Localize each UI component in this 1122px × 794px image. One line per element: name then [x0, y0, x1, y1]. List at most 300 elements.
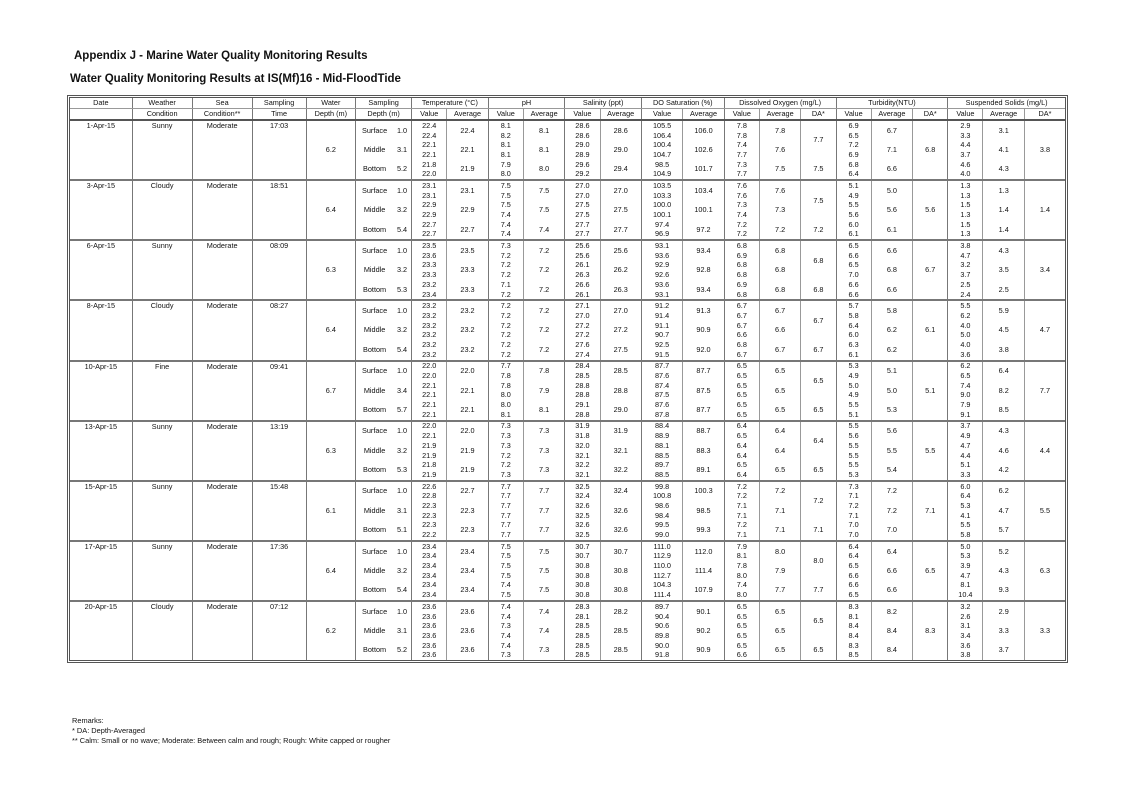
table-row: [70, 421, 1065, 432]
cell-do-value: 6.5: [724, 410, 759, 421]
cell-ss-value: 3.3: [948, 131, 983, 141]
cell-dosat-average: 97.2: [683, 220, 724, 240]
cell-weather: Cloudy: [132, 601, 192, 660]
cell-ph-average: 7.5: [523, 541, 564, 561]
cell-sea-condition: Moderate: [192, 240, 252, 300]
cell-turbidity-da: 8.3: [913, 601, 948, 660]
cell-salinity-value: 27.0: [565, 191, 600, 201]
cell-dosat-average: 90.2: [683, 621, 724, 640]
cell-do-bottom-da: 7.2: [801, 220, 836, 240]
cell-sea-condition: Moderate: [192, 541, 252, 601]
cell-do-da: 6.4: [801, 421, 836, 461]
cell-turbidity-average: 7.1: [871, 140, 912, 159]
subhead-average: Average: [759, 109, 800, 121]
cell-ph-value: 8.1: [488, 120, 523, 131]
col-turbidity: Turbidity(NTU): [836, 98, 948, 109]
cell-do-value: 6.9: [724, 280, 759, 290]
cell-salinity-value: 30.8: [565, 590, 600, 601]
cell-temp-value: 23.6: [412, 641, 447, 651]
cell-do-average: 6.5: [759, 400, 800, 420]
subhead-value: Value: [836, 109, 871, 121]
cell-temp-average: 23.2: [447, 300, 488, 320]
cell-temp-average: 23.3: [447, 280, 488, 300]
cell-ph-value: 7.5: [488, 201, 523, 211]
cell-level-depth: 5.4: [396, 224, 408, 234]
cell-do-value: 7.6: [724, 191, 759, 201]
cell-salinity-average: 30.7: [600, 541, 641, 561]
cell-turbidity-value: 5.1: [836, 180, 871, 191]
col-ph: pH: [488, 98, 565, 109]
cell-do-bottom-da: 7.5: [801, 160, 836, 180]
cell-salinity-value: 25.6: [565, 251, 600, 261]
cell-do-average: 6.7: [759, 340, 800, 360]
cell-turbidity-value: 6.5: [836, 131, 871, 141]
cell-ss-da: 4.7: [1024, 300, 1065, 360]
cell-temp-value: 21.8: [412, 160, 447, 170]
cell-level-name: Middle: [356, 621, 393, 640]
cell-turbidity-value: 6.4: [836, 321, 871, 331]
cell-level-name: Middle: [356, 201, 393, 220]
cell-ss-value: 5.8: [948, 530, 983, 541]
cell-dosat-value: 110.0: [641, 561, 682, 571]
cell-turbidity-value: 8.3: [836, 601, 871, 612]
cell-level-name: Middle: [356, 441, 393, 460]
subhead-average: Average: [683, 109, 724, 121]
cell-do-value: 6.8: [724, 340, 759, 350]
cell-turbidity-value: 8.3: [836, 641, 871, 651]
cell-turbidity-da: 5.6: [913, 180, 948, 240]
cell-turbidity-value: 5.8: [836, 311, 871, 321]
cell-do-value: 6.5: [724, 631, 759, 641]
cell-ss-value: 6.2: [948, 311, 983, 321]
cell-dosat-value: 88.1: [641, 441, 682, 451]
cell-dosat-value: 100.1: [641, 210, 682, 220]
cell-salinity-average: 26.2: [600, 261, 641, 280]
cell-temp-value: 23.6: [412, 601, 447, 612]
cell-ph-value: 8.1: [488, 140, 523, 150]
cell-turbidity-value: 7.3: [836, 481, 871, 492]
cell-level-name: Bottom: [356, 581, 393, 601]
cell-sea-condition: Moderate: [192, 300, 252, 360]
cell-turbidity-value: 5.1: [836, 410, 871, 421]
cell-dosat-value: 100.4: [641, 140, 682, 150]
subhead-sea-condition: Condition**: [192, 109, 252, 121]
cell-do-value: 7.3: [724, 201, 759, 211]
cell-ph-value: 8.0: [488, 391, 523, 401]
cell-temp-average: 22.1: [447, 140, 488, 159]
cell-level-name: Surface: [356, 481, 393, 501]
results-table-frame: [67, 95, 1068, 663]
cell-do-value: 6.5: [724, 612, 759, 622]
cell-temp-average: 21.9: [447, 441, 488, 460]
cell-turbidity-value: 7.0: [836, 521, 871, 531]
cell-temp-value: 23.3: [412, 270, 447, 280]
cell-turbidity-value: 5.3: [836, 361, 871, 372]
cell-level-depth: 3.2: [396, 445, 408, 455]
cell-temp-average: 21.9: [447, 460, 488, 480]
cell-do-average: 6.8: [759, 261, 800, 280]
cell-ph-value: 7.4: [488, 230, 523, 241]
cell-dosat-value: 92.5: [641, 340, 682, 350]
cell-salinity-value: 30.7: [565, 552, 600, 562]
cell-ss-da: 3.8: [1024, 120, 1065, 180]
cell-ph-average: 7.4: [523, 220, 564, 240]
cell-ss-value: 3.8: [948, 240, 983, 251]
cell-turbidity-average: 5.0: [871, 180, 912, 200]
cell-ss-value: 2.9: [948, 120, 983, 131]
cell-ph-average: 7.3: [523, 421, 564, 441]
cell-temp-value: 23.4: [412, 552, 447, 562]
cell-do-value: 7.8: [724, 120, 759, 131]
cell-turbidity-value: 7.0: [836, 530, 871, 541]
cell-salinity-value: 28.8: [565, 391, 600, 401]
cell-temp-value: 22.3: [412, 521, 447, 531]
subhead-value: Value: [641, 109, 682, 121]
cell-salinity-value: 27.6: [565, 340, 600, 350]
cell-dosat-value: 91.5: [641, 350, 682, 361]
cell-level-depth: 1.0: [393, 361, 412, 381]
cell-do-value: 7.9: [724, 541, 759, 552]
cell-sampling-time: 08:09: [252, 240, 306, 300]
cell-turbidity-value: 6.5: [836, 240, 871, 251]
cell-do-value: 6.4: [724, 470, 759, 481]
cell-do-value: 7.3: [724, 160, 759, 170]
cell-ph-value: 7.3: [488, 650, 523, 660]
cell-turbidity-value: 5.5: [836, 451, 871, 461]
cell-temp-value: 21.9: [412, 441, 447, 451]
cell-ph-value: 7.4: [488, 641, 523, 651]
remark-sea-condition: ** Calm: Small or no wave; Moderate: Between calm and rough; Rough: White capped or rougher: [72, 736, 391, 745]
cell-ss-average: 5.9: [983, 300, 1024, 320]
subhead-blank: [70, 109, 132, 121]
cell-turbidity-value: 8.1: [836, 612, 871, 622]
cell-do-bottom-da: 6.8: [801, 280, 836, 300]
cell-ss-value: 3.1: [948, 621, 983, 631]
cell-weather: Fine: [132, 361, 192, 421]
cell-level-depth: 1.0: [393, 240, 412, 260]
cell-sampling-time: 07:12: [252, 601, 306, 660]
cell-ss-average: 2.5: [983, 280, 1024, 300]
cell-salinity-average: 28.8: [600, 381, 641, 400]
cell-dosat-value: 104.3: [641, 581, 682, 591]
cell-do-value: 6.5: [724, 621, 759, 631]
cell-level-name: Surface: [356, 240, 393, 260]
cell-level-name: Middle: [356, 381, 393, 400]
cell-water-depth: 6.4: [306, 541, 356, 601]
cell-turbidity-value: 7.1: [836, 511, 871, 521]
cell-turbidity-value: 6.0: [836, 330, 871, 340]
cell-do-value: 6.5: [724, 400, 759, 410]
cell-dosat-value: 111.4: [641, 590, 682, 601]
cell-ph-value: 8.0: [488, 400, 523, 410]
cell-weather: Sunny: [132, 481, 192, 541]
cell-do-bottom-da: 7.1: [801, 521, 836, 541]
cell-do-value: 7.1: [724, 501, 759, 511]
cell-do-average: 7.3: [759, 201, 800, 220]
cell-do-value: 6.8: [724, 240, 759, 251]
cell-ss-value: 5.0: [948, 541, 983, 552]
cell-sea-condition: Moderate: [192, 481, 252, 541]
cell-do-da: 6.7: [801, 300, 836, 340]
cell-ph-value: 7.8: [488, 371, 523, 381]
cell-ss-average: 3.7: [983, 641, 1024, 660]
cell-ss-da: 7.7: [1024, 361, 1065, 421]
cell-turbidity-da: 5.5: [913, 421, 948, 481]
cell-do-value: 6.4: [724, 451, 759, 461]
cell-date: 8-Apr-15: [70, 300, 132, 360]
cell-ss-value: 10.4: [948, 590, 983, 601]
cell-dosat-value: 93.6: [641, 280, 682, 290]
cell-temp-value: 22.3: [412, 501, 447, 511]
cell-ss-value: 5.3: [948, 552, 983, 562]
cell-ss-value: 5.3: [948, 501, 983, 511]
cell-do-value: 7.4: [724, 140, 759, 150]
cell-salinity-value: 32.1: [565, 451, 600, 461]
cell-ph-average: 8.1: [523, 140, 564, 159]
cell-do-value: 8.1: [724, 552, 759, 562]
cell-salinity-value: 29.6: [565, 160, 600, 170]
cell-level-depth: 3.1: [396, 145, 408, 155]
cell-temp-value: 22.9: [412, 201, 447, 211]
cell-temp-average: 23.2: [447, 340, 488, 360]
cell-ss-da: 4.4: [1024, 421, 1065, 481]
cell-dosat-value: 96.9: [641, 230, 682, 241]
cell-sampling-time: 13:19: [252, 421, 306, 481]
cell-ph-average: 7.2: [523, 280, 564, 300]
cell-temp-average: 22.1: [447, 400, 488, 420]
cell-sampling-time: 18:51: [252, 180, 306, 240]
cell-dosat-average: 90.9: [683, 641, 724, 660]
cell-salinity-value: 28.6: [565, 131, 600, 141]
cell-level-depth: 5.4: [396, 585, 408, 595]
table-row: [70, 300, 1065, 311]
cell-ss-average: 4.5: [983, 321, 1024, 340]
cell-turbidity-value: 6.4: [836, 552, 871, 562]
cell-ph-value: 7.5: [488, 552, 523, 562]
cell-ph-value: 7.3: [488, 441, 523, 451]
cell-turbidity-value: 6.8: [836, 160, 871, 170]
cell-temp-value: 23.4: [412, 581, 447, 591]
cell-ph-value: 7.4: [488, 210, 523, 220]
cell-dosat-average: 93.4: [683, 240, 724, 260]
cell-do-value: 8.0: [724, 571, 759, 581]
cell-level-depth: 5.3: [396, 465, 408, 475]
cell-weather: Cloudy: [132, 300, 192, 360]
cell-sea-condition: Moderate: [192, 601, 252, 660]
cell-date: 1-Apr-15: [70, 120, 132, 180]
cell-salinity-average: 30.8: [600, 581, 641, 601]
results-table: [70, 98, 1065, 660]
cell-temp-value: 22.1: [412, 400, 447, 410]
cell-ss-value: 3.6: [948, 350, 983, 361]
cell-dosat-value: 106.4: [641, 131, 682, 141]
cell-do-value: 7.7: [724, 169, 759, 180]
cell-ss-average: 1.3: [983, 180, 1024, 200]
cell-do-value: 6.9: [724, 251, 759, 261]
cell-do-value: 6.5: [724, 641, 759, 651]
cell-turbidity-da: 6.8: [913, 120, 948, 180]
cell-weather: Cloudy: [132, 180, 192, 240]
cell-level-name: Middle: [356, 261, 393, 280]
cell-temp-value: 23.2: [412, 350, 447, 361]
cell-dosat-value: 93.1: [641, 290, 682, 301]
cell-dosat-value: 91.2: [641, 300, 682, 311]
cell-date: 10-Apr-15: [70, 361, 132, 421]
cell-ss-average: 3.1: [983, 120, 1024, 140]
cell-turbidity-value: 6.6: [836, 571, 871, 581]
subhead-average: Average: [871, 109, 912, 121]
cell-ph-average: 7.2: [523, 300, 564, 320]
cell-ph-value: 7.2: [488, 311, 523, 321]
cell-temp-value: 23.4: [412, 561, 447, 571]
cell-ph-value: 7.3: [488, 421, 523, 432]
cell-turbidity-value: 6.9: [836, 150, 871, 160]
cell-ph-value: 7.7: [488, 481, 523, 492]
cell-turbidity-value: 5.5: [836, 201, 871, 211]
cell-salinity-value: 26.3: [565, 270, 600, 280]
cell-ph-value: 7.7: [488, 491, 523, 501]
cell-temp-value: 22.4: [412, 120, 447, 131]
cell-turbidity-average: 5.3: [871, 400, 912, 420]
cell-dosat-average: 87.7: [683, 361, 724, 381]
cell-turbidity-value: 4.9: [836, 371, 871, 381]
cell-dosat-average: 100.1: [683, 201, 724, 220]
cell-ph-value: 7.2: [488, 330, 523, 340]
cell-do-value: 6.6: [724, 650, 759, 660]
cell-dosat-value: 100.0: [641, 201, 682, 211]
cell-ss-value: 1.3: [948, 230, 983, 241]
cell-temp-value: 22.1: [412, 381, 447, 391]
cell-water-depth: 6.2: [306, 601, 356, 660]
col-date: Date: [70, 98, 132, 109]
cell-sampling-time: 15:48: [252, 481, 306, 541]
cell-do-da: 7.5: [801, 180, 836, 220]
cell-water-depth: 6.4: [306, 300, 356, 360]
cell-level-name: Bottom: [356, 340, 393, 360]
cell-do-value: 7.2: [724, 230, 759, 241]
cell-turbidity-average: 6.6: [871, 160, 912, 180]
cell-temp-value: 23.4: [412, 290, 447, 301]
cell-turbidity-da: 7.1: [913, 481, 948, 541]
subhead-value: Value: [724, 109, 759, 121]
cell-salinity-value: 30.7: [565, 541, 600, 552]
cell-ss-average: 8.2: [983, 381, 1024, 400]
cell-dosat-value: 88.4: [641, 421, 682, 432]
col-do-saturation: DO Saturation (%): [641, 98, 724, 109]
cell-ss-value: 4.0: [948, 169, 983, 180]
cell-salinity-value: 27.5: [565, 201, 600, 211]
col-sea: Sea: [192, 98, 252, 109]
cell-dosat-average: 90.1: [683, 601, 724, 621]
cell-ph-value: 7.2: [488, 451, 523, 461]
cell-do-average: 7.8: [759, 120, 800, 140]
cell-turbidity-da: 6.5: [913, 541, 948, 601]
cell-turbidity-value: 5.0: [836, 381, 871, 391]
cell-salinity-value: 30.8: [565, 561, 600, 571]
cell-salinity-value: 26.1: [565, 261, 600, 271]
cell-temp-value: 23.2: [412, 311, 447, 321]
cell-ss-average: 4.6: [983, 441, 1024, 460]
cell-do-average: 7.1: [759, 501, 800, 520]
cell-do-average: 7.5: [759, 160, 800, 180]
cell-do-value: 6.5: [724, 371, 759, 381]
cell-turbidity-average: 8.4: [871, 621, 912, 640]
cell-dosat-value: 92.9: [641, 261, 682, 271]
cell-salinity-value: 28.5: [565, 631, 600, 641]
col-temperature: Temperature (°C): [412, 98, 489, 109]
cell-water-depth: 6.3: [306, 421, 356, 481]
cell-dosat-average: 112.0: [683, 541, 724, 561]
cell-ss-value: 5.5: [948, 300, 983, 311]
cell-ss-value: 4.0: [948, 340, 983, 350]
cell-turbidity-value: 8.4: [836, 631, 871, 641]
cell-ss-value: 1.3: [948, 191, 983, 201]
cell-do-bottom-da: 6.5: [801, 400, 836, 420]
cell-level-depth: 3.4: [396, 385, 408, 395]
subhead-time: Time: [252, 109, 306, 121]
cell-do-average: 8.0: [759, 541, 800, 561]
cell-dosat-value: 104.9: [641, 169, 682, 180]
cell-temp-value: 22.0: [412, 361, 447, 372]
cell-sampling-time: 17:03: [252, 120, 306, 180]
cell-dosat-value: 91.8: [641, 650, 682, 660]
cell-ph-value: 7.2: [488, 321, 523, 331]
cell-ss-value: 6.0: [948, 481, 983, 492]
cell-salinity-value: 26.1: [565, 290, 600, 301]
cell-ss-value: 3.7: [948, 421, 983, 432]
cell-turbidity-value: 5.5: [836, 441, 871, 451]
cell-ss-value: 8.1: [948, 581, 983, 591]
cell-temp-average: 22.0: [447, 361, 488, 381]
cell-level-depth: 1.0: [393, 541, 412, 561]
cell-level-depth: 1.0: [393, 120, 412, 140]
cell-turbidity-average: 6.8: [871, 261, 912, 280]
cell-dosat-value: 112.9: [641, 552, 682, 562]
cell-ss-value: 4.6: [948, 160, 983, 170]
cell-ph-value: 7.3: [488, 621, 523, 631]
cell-salinity-value: 29.2: [565, 169, 600, 180]
cell-turbidity-value: 7.1: [836, 491, 871, 501]
cell-ph-average: 7.4: [523, 601, 564, 621]
remarks: [72, 716, 390, 746]
cell-do-value: 7.2: [724, 481, 759, 492]
cell-turbidity-average: 6.6: [871, 240, 912, 260]
cell-ph-average: 7.2: [523, 240, 564, 260]
subhead-average: Average: [447, 109, 488, 121]
cell-turbidity-average: 6.7: [871, 120, 912, 140]
cell-temp-average: 23.4: [447, 541, 488, 561]
cell-temp-value: 22.4: [412, 131, 447, 141]
cell-do-value: 6.7: [724, 321, 759, 331]
subhead-value: Value: [412, 109, 447, 121]
cell-temp-average: 22.3: [447, 501, 488, 520]
cell-temp-value: 22.0: [412, 371, 447, 381]
cell-dosat-value: 105.5: [641, 120, 682, 131]
cell-turbidity-da: 5.1: [913, 361, 948, 421]
cell-ss-value: 6.2: [948, 361, 983, 372]
cell-temp-value: 23.6: [412, 612, 447, 622]
cell-ph-value: 7.5: [488, 561, 523, 571]
cell-dosat-average: 88.3: [683, 441, 724, 460]
cell-turbidity-value: 6.1: [836, 230, 871, 241]
cell-ph-value: 7.2: [488, 300, 523, 311]
cell-ph-value: 8.1: [488, 150, 523, 160]
cell-ss-value: 3.9: [948, 561, 983, 571]
cell-salinity-average: 26.3: [600, 280, 641, 300]
cell-level-name: Surface: [356, 421, 393, 441]
cell-ph-value: 7.7: [488, 530, 523, 541]
cell-temp-value: 23.4: [412, 571, 447, 581]
